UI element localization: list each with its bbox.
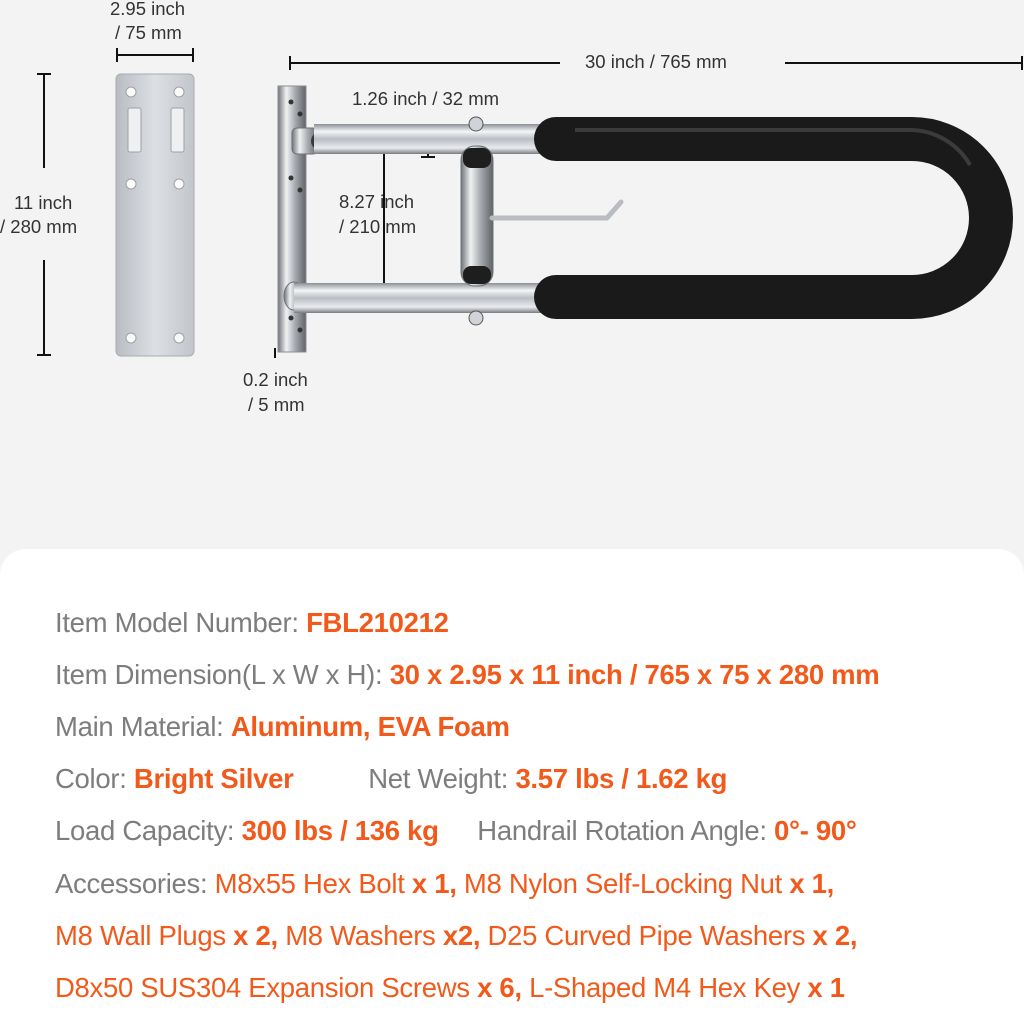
material-row	[55, 710, 510, 744]
accessory-7-name: L-Shaped M4 Hex Key	[529, 972, 801, 1003]
accessory-2-qty: x 1,	[789, 868, 834, 899]
dimension-row	[55, 658, 879, 692]
accessories-row-2	[55, 919, 857, 953]
accessories-label: Accessories:	[55, 868, 208, 899]
accessory-5-qty: x 2,	[812, 920, 858, 951]
load-rotation-row	[55, 814, 857, 848]
foam-grip	[556, 139, 991, 297]
accessories-row-3	[55, 971, 845, 1005]
rotation-angle-value: 0°- 90°	[774, 815, 857, 846]
net-weight-value: 3.57 lbs / 1.62 kg	[515, 763, 728, 794]
lower-rail	[294, 283, 564, 313]
accessory-6-qty: x 6,	[477, 972, 522, 1003]
model-number-label: Item Model Number:	[55, 607, 299, 638]
load-capacity-label: Load Capacity:	[55, 815, 235, 846]
accessory-4-qty: x2,	[442, 920, 481, 951]
rail-spacing-inch-label: 8.27 inch	[339, 191, 415, 212]
material-label: Main Material:	[55, 711, 224, 742]
tube-diameter-label: 1.26 inch / 32 mm	[352, 88, 500, 109]
net-weight-label: Net Weight:	[368, 763, 509, 794]
spec-panel	[0, 549, 1024, 1019]
plate-width-inch-label: 2.95 inch	[110, 0, 186, 19]
accessory-5-name: D25 Curved Pipe Washers	[487, 920, 806, 951]
accessories-row-1	[55, 867, 834, 901]
wall-plate-front-view	[116, 74, 194, 356]
load-capacity-value: 300 lbs / 136 kg	[241, 815, 439, 846]
material-value: Aluminum, EVA Foam	[230, 711, 510, 742]
accessory-2-name: M8 Nylon Self-Locking Nut	[463, 868, 782, 899]
accessory-6-name: D8x50 SUS304 Expansion Screws	[55, 972, 470, 1003]
height-mm-label: / 280 mm	[0, 216, 78, 237]
model-number-value: FBL210212	[306, 607, 449, 638]
accessory-1-name: M8x55 Hex Bolt	[214, 868, 405, 899]
accessory-3-qty: x 2,	[233, 920, 278, 951]
total-length-label: 30 inch / 765 mm	[585, 51, 727, 72]
color-weight-row	[55, 762, 727, 796]
accessory-7-qty: x 1	[807, 972, 845, 1003]
plate-thickness-inch-label: 0.2 inch	[243, 369, 308, 390]
plate-thickness-mm-label: / 5 mm	[248, 394, 305, 415]
rotation-angle-label: Handrail Rotation Angle:	[477, 815, 767, 846]
plate-width-mm-label: / 75 mm	[115, 22, 182, 43]
model-number-row	[55, 606, 449, 640]
paper-holder-hook	[492, 202, 621, 218]
accessory-1-qty: x 1,	[411, 868, 457, 899]
upper-rail	[314, 124, 564, 154]
color-value: Bright Silver	[133, 763, 294, 794]
color-label: Color:	[55, 763, 127, 794]
accessory-3-name: M8 Wall Plugs	[55, 920, 226, 951]
height-inch-label: 11 inch	[14, 192, 73, 213]
dimension-label: Item Dimension(L x W x H):	[55, 659, 383, 690]
accessory-4-name: M8 Washers	[285, 920, 436, 951]
dimension-value: 30 x 2.95 x 11 inch / 765 x 75 x 280 mm	[389, 659, 880, 690]
rail-spacing-mm-label: / 210 mm	[339, 216, 417, 237]
